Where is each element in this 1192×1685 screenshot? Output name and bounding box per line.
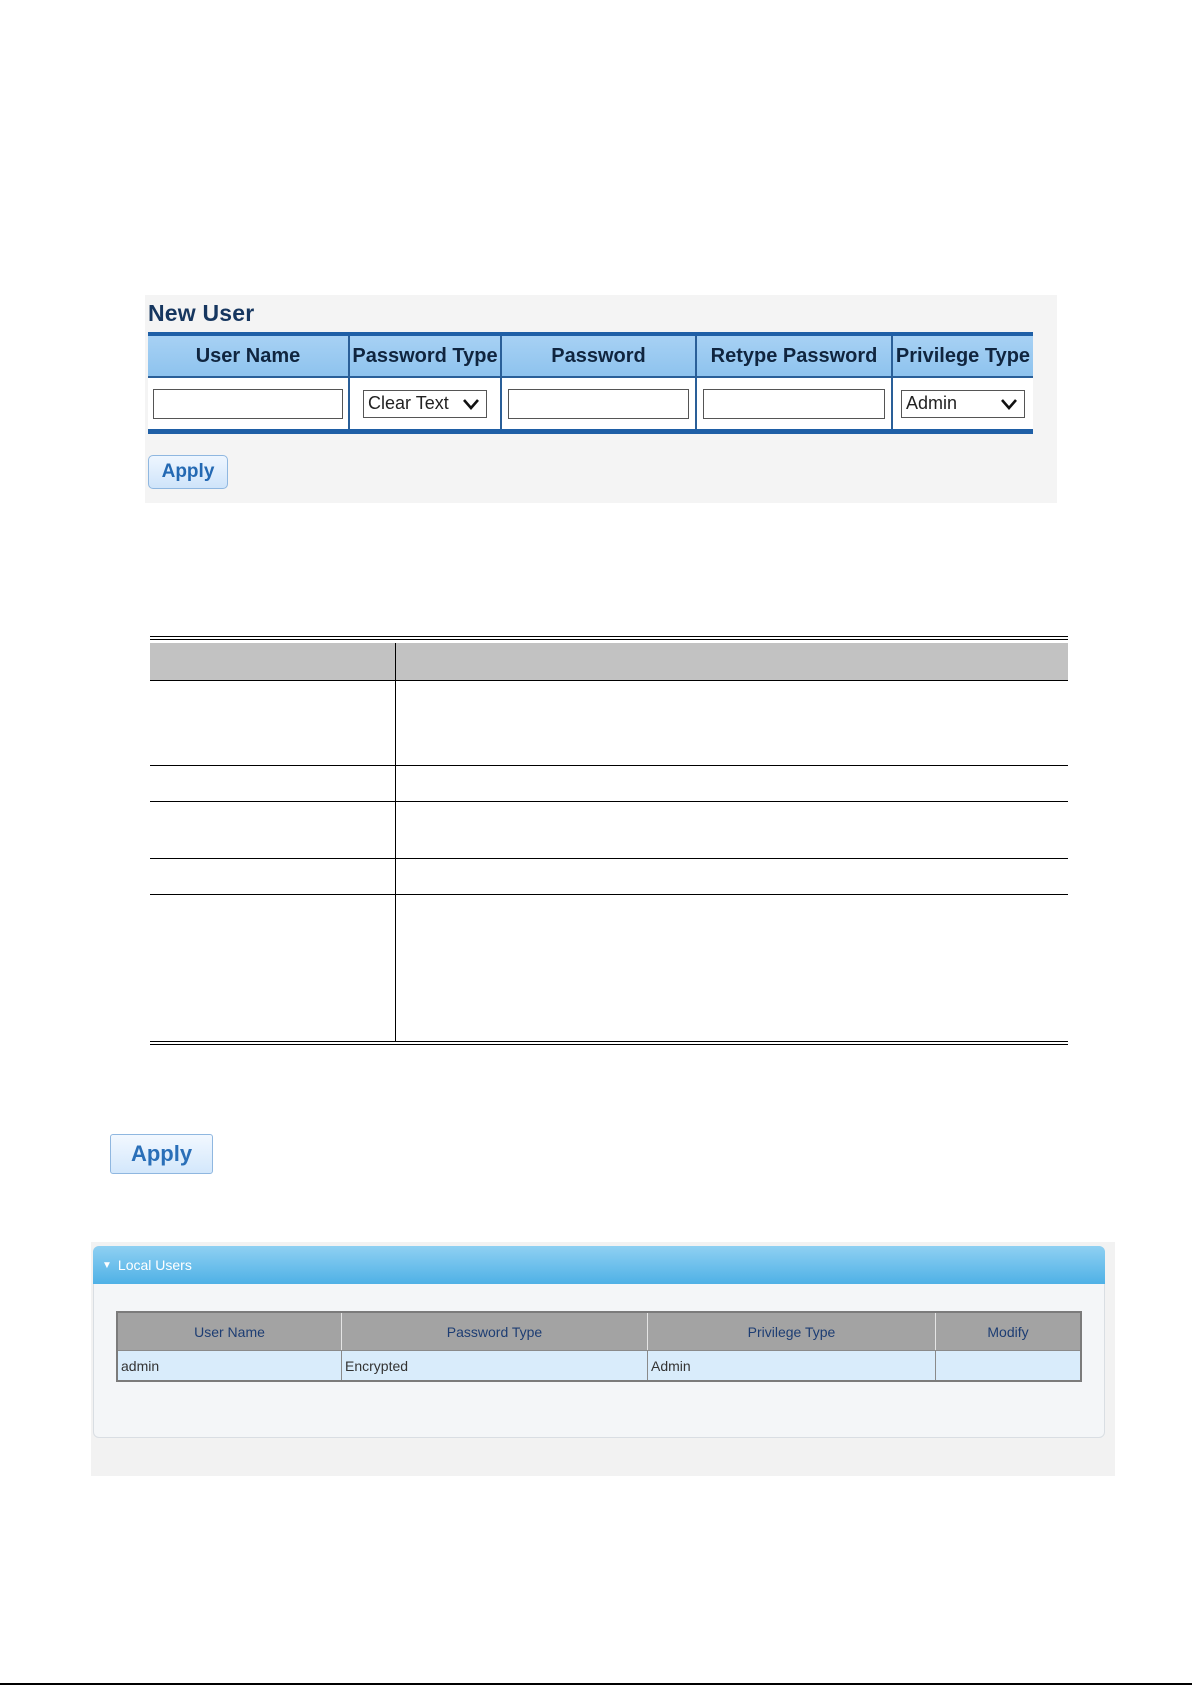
column-header-privilege-type: Privilege Type [648, 1313, 936, 1350]
table-cell-user-name: admin [118, 1350, 342, 1380]
description-header-object [150, 643, 395, 680]
column-header-retype-password: Retype Password [697, 336, 893, 378]
privilege-type-cell [893, 378, 1033, 429]
row-divider [150, 765, 1068, 766]
row-divider [150, 894, 1068, 895]
row-divider [150, 801, 1068, 802]
row-divider [150, 858, 1068, 859]
password-type-select[interactable] [363, 390, 487, 418]
row-divider [150, 680, 1068, 681]
column-header-privilege-type: Privilege Type [893, 336, 1033, 378]
new-user-table [148, 332, 1033, 434]
user-name-input[interactable] [153, 389, 343, 419]
table-cell-privilege-type: Admin [648, 1350, 936, 1380]
column-header-modify: Modify [936, 1313, 1080, 1350]
description-table [150, 636, 1068, 1045]
privilege-type-select[interactable] [901, 390, 1025, 418]
description-header-description [396, 643, 1068, 680]
local-users-header-bar[interactable] [93, 1246, 1105, 1284]
chevron-down-icon [1000, 397, 1018, 411]
column-header-password-type: Password Type [350, 336, 502, 378]
password-cell [502, 378, 697, 429]
column-divider [395, 643, 396, 1041]
table-cell-modify[interactable] [936, 1350, 1080, 1380]
chevron-down-icon [462, 397, 480, 411]
table-cell-password-type: Encrypted [342, 1350, 648, 1380]
column-header-password: Password [502, 336, 697, 378]
retype-password-cell [697, 378, 893, 429]
password-input[interactable] [508, 389, 689, 419]
password-type-cell [350, 378, 502, 429]
local-users-title: Local Users [117, 1257, 192, 1273]
new-user-title: New User [148, 300, 255, 326]
local-users-table [116, 1311, 1082, 1382]
caret-down-icon: ▼ [102, 1259, 112, 1271]
apply-button[interactable]: Apply [110, 1134, 213, 1174]
column-header-user-name: User Name [118, 1313, 342, 1350]
column-header-password-type: Password Type [342, 1313, 648, 1350]
column-header-user-name: User Name [148, 336, 350, 378]
privilege-type-value: Admin [906, 393, 958, 413]
retype-password-input[interactable] [703, 389, 885, 419]
password-type-value: Clear Text [368, 393, 449, 413]
user-name-cell [148, 378, 350, 429]
new-user-apply-button[interactable]: Apply [148, 455, 228, 489]
